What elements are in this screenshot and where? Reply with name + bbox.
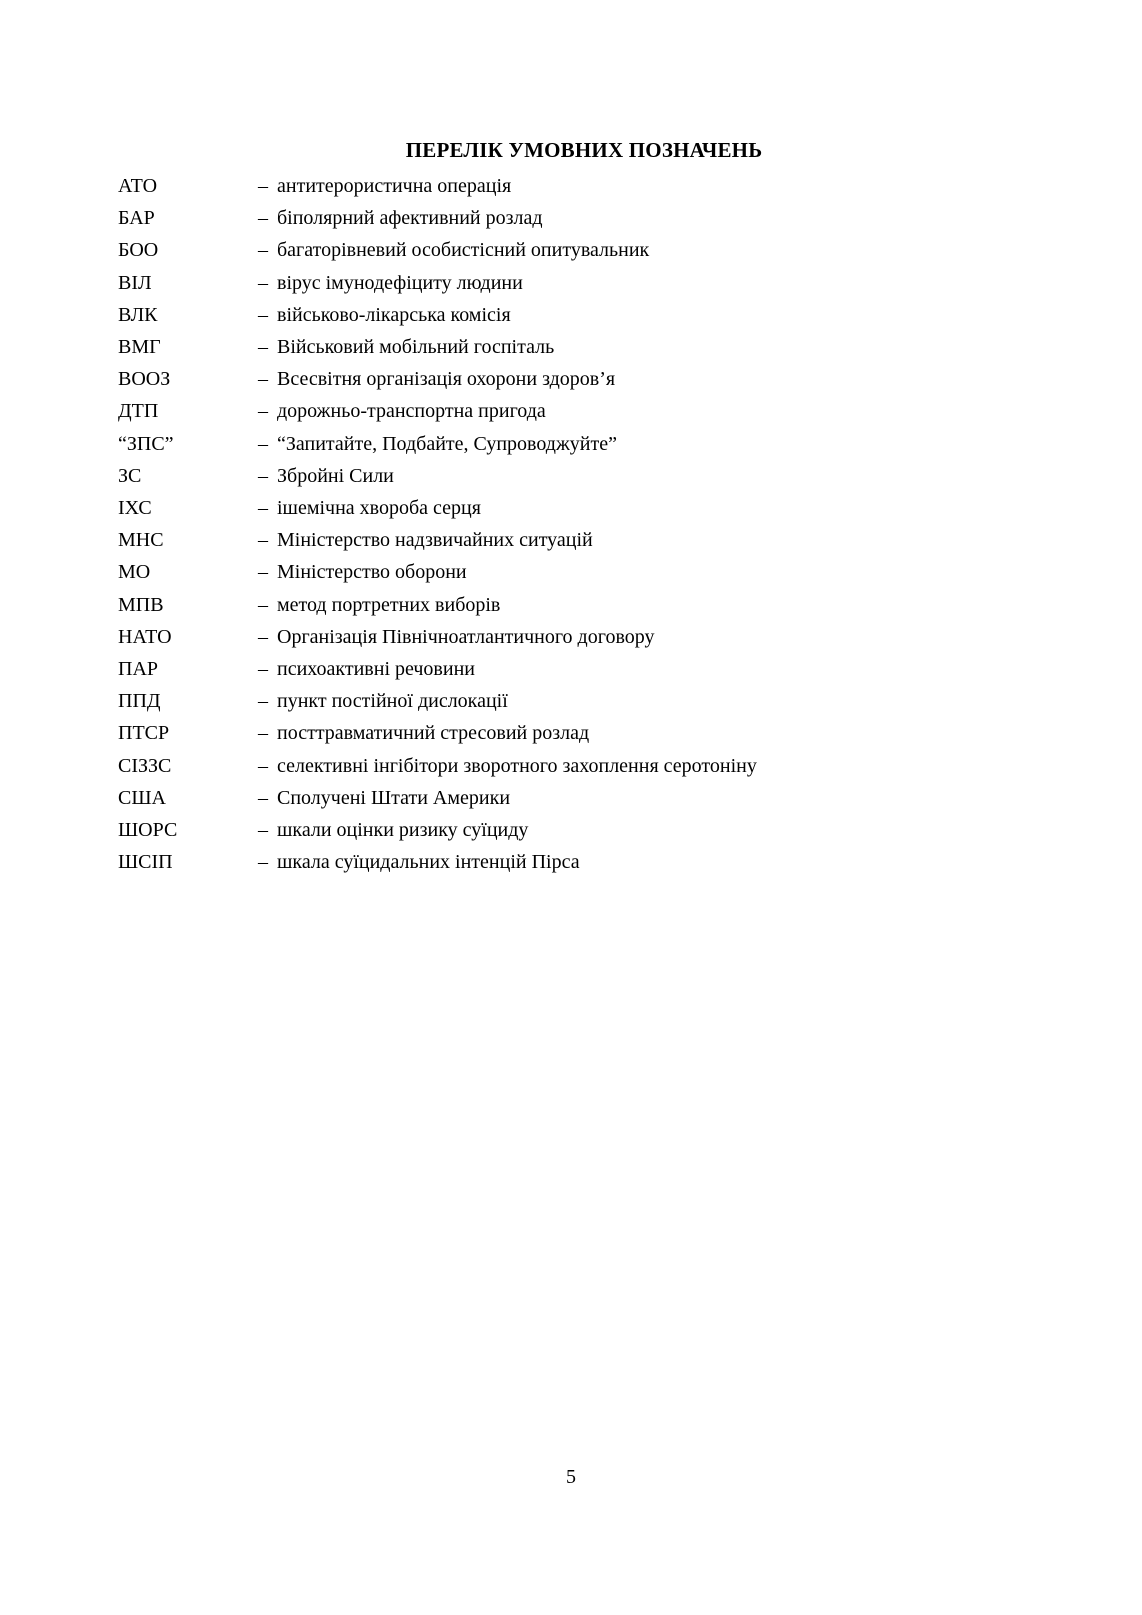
definition: Збройні Сили (277, 464, 394, 487)
list-item (118, 782, 1050, 814)
dash: – (258, 271, 268, 294)
definition: “Запитайте, Подбайте, Супроводжуйте” (277, 432, 617, 455)
dash: – (258, 690, 268, 713)
abbreviation: ПТСР (118, 722, 170, 745)
list-item (118, 653, 1050, 685)
definition: антитерористична операція (277, 175, 512, 197)
definition: багаторівневий особистісний опитувальник (277, 239, 650, 262)
list-item (118, 267, 1050, 299)
abbreviation: ВЛК (118, 303, 158, 326)
abbreviation: ШСІП (118, 851, 173, 874)
definition: шкала суїцидальних інтенцій Пірса (277, 851, 580, 874)
dash: – (258, 593, 268, 616)
definition: Організація Північноатлантичного договору (277, 625, 655, 648)
definition: Міністерство оборони (277, 561, 467, 584)
dash: – (258, 658, 268, 681)
definition: пункт постійної дислокації (277, 690, 508, 713)
list-item (118, 814, 1050, 846)
list-item (118, 556, 1050, 588)
abbreviation: ІХС (118, 497, 152, 520)
definition: метод портретних виборів (277, 593, 501, 616)
list-item (118, 846, 1050, 878)
dash: – (258, 722, 268, 745)
list-item (118, 589, 1050, 621)
dash: – (258, 625, 268, 648)
definition: психоактивні речовини (277, 658, 475, 681)
definition: шкали оцінки ризику суїциду (277, 819, 529, 842)
abbreviation: ЗС (118, 464, 142, 487)
list-item (118, 331, 1050, 363)
dash: – (258, 239, 268, 262)
list-item (118, 202, 1050, 234)
abbreviation: ВІЛ (118, 271, 152, 294)
dash: – (258, 432, 268, 455)
list-item (118, 621, 1050, 653)
abbreviation: СІЗЗС (118, 754, 172, 777)
abbreviation: БАР (118, 207, 155, 230)
definition: селективні інгібітори зворотного захоплення серотоніну (277, 754, 757, 777)
page-number: 5 (566, 1466, 576, 1488)
abbreviation: МПВ (118, 593, 164, 616)
abbreviation: МО (118, 561, 151, 584)
definition: Всесвітня організація охорони здоров’я (277, 368, 616, 391)
list-item (118, 170, 1050, 202)
definition: військово-лікарська комісія (277, 303, 511, 326)
list-item (118, 299, 1050, 331)
abbreviation: АТО (118, 175, 158, 197)
dash: – (258, 303, 268, 326)
abbreviation: ВООЗ (118, 368, 171, 391)
dash: – (258, 400, 268, 423)
list-item (118, 234, 1050, 266)
dash: – (258, 175, 268, 197)
dash: – (258, 786, 268, 809)
definition: ішемічна хвороба серця (277, 497, 481, 520)
list-item (118, 524, 1050, 556)
dash: – (258, 819, 268, 842)
dash: – (258, 336, 268, 359)
abbreviation: США (118, 786, 166, 809)
definition: біполярний афективний розлад (277, 207, 543, 230)
list-item (118, 750, 1050, 782)
list-item (118, 460, 1050, 492)
list-item (118, 685, 1050, 717)
dash: – (258, 207, 268, 230)
list-item (118, 428, 1050, 460)
definition: Сполучені Штати Америки (277, 786, 511, 809)
page-content (118, 133, 1050, 878)
list-item (118, 717, 1050, 749)
dash: – (258, 851, 268, 874)
abbreviation: ВМГ (118, 336, 161, 359)
abbreviation-list (118, 170, 1050, 878)
dash: – (258, 497, 268, 520)
definition: дорожньо-транспортна пригода (277, 400, 546, 423)
dash: – (258, 368, 268, 391)
definition: Міністерство надзвичайних ситуацій (277, 529, 593, 552)
abbreviation: ДТП (118, 400, 159, 423)
page-title: ПЕРЕЛІК УМОВНИХ ПОЗНАЧЕНЬ (405, 138, 763, 162)
dash: – (258, 529, 268, 552)
abbreviation: МНС (118, 529, 164, 552)
abbreviation: “ЗПС” (118, 432, 174, 455)
dash: – (258, 561, 268, 584)
list-item (118, 395, 1050, 427)
list-item (118, 363, 1050, 395)
abbreviation: ППД (118, 690, 161, 713)
abbreviation: НАТО (118, 625, 172, 648)
list-item (118, 492, 1050, 524)
definition: посттравматичний стресовий розлад (277, 722, 590, 745)
abbreviation: БОО (118, 239, 159, 262)
abbreviation: ПАР (118, 658, 159, 681)
definition: Військовий мобільний госпіталь (277, 336, 555, 359)
definition: вірус імунодефіциту людини (277, 271, 523, 294)
dash: – (258, 754, 268, 777)
abbreviation: ШОРС (118, 819, 178, 842)
dash: – (258, 464, 268, 487)
